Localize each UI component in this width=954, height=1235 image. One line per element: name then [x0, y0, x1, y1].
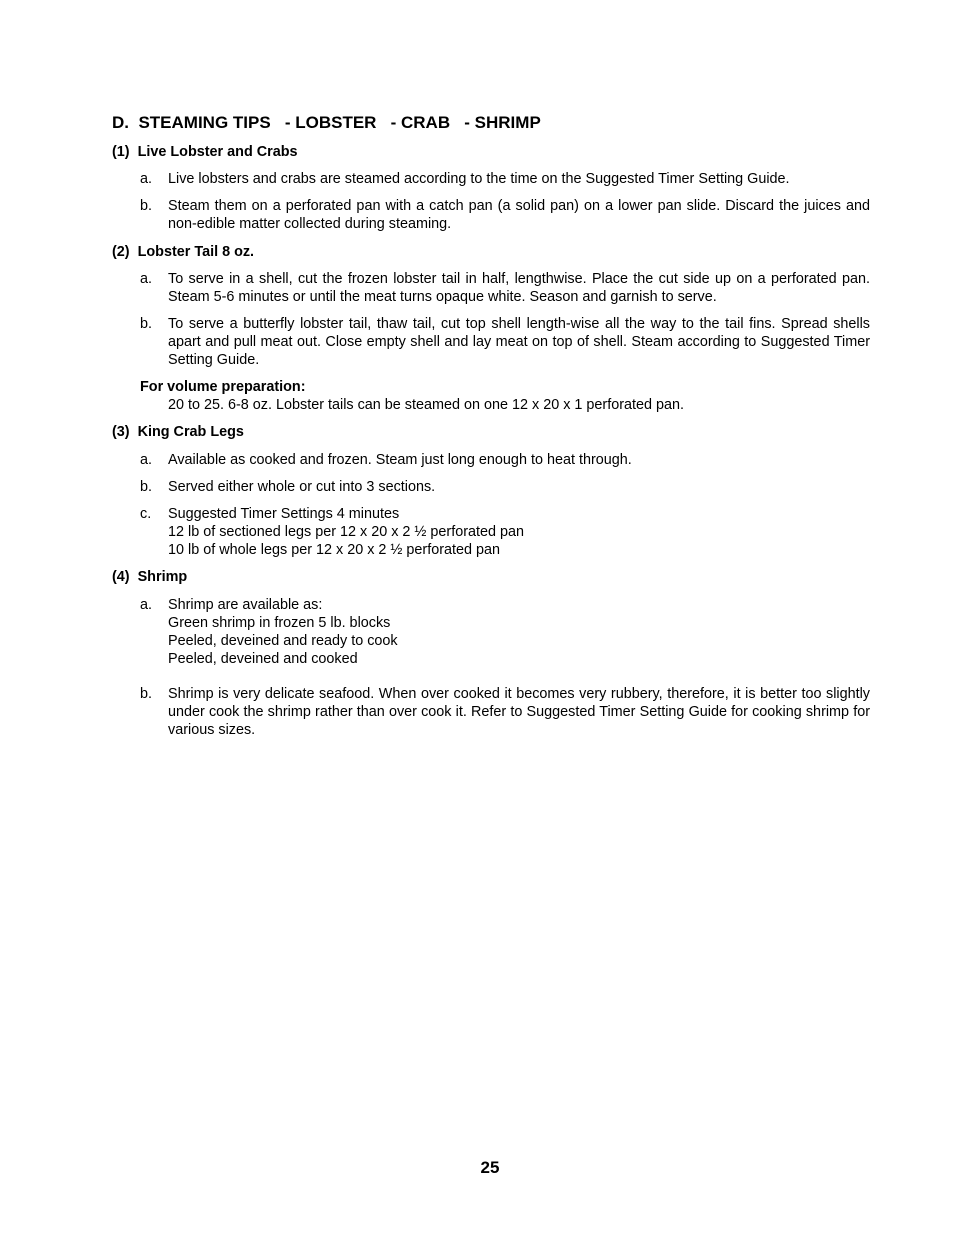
- item-line: Peeled, deveined and cooked: [168, 651, 358, 667]
- subsection-title-shrimp: (4) Shrimp: [112, 569, 188, 585]
- item-text: [168, 596, 870, 668]
- subsection-title-king-crab: (3) King Crab Legs: [112, 424, 244, 440]
- item-text: Shrimp is very delicate seafood. When over cooked it becomes very rubbery, therefore, it is better too slightly under cook the shrimp rather than over cook it. Refer to Suggested Timer Setting Guide for cooking shrimp for various sizes.: [168, 686, 870, 738]
- volume-preparation-text: 20 to 25. 6-8 oz. Lobster tails can be steamed on one 12 x 20 x 1 perforated pan.: [168, 397, 685, 413]
- item-letter: b.: [140, 198, 153, 214]
- item-letter: a.: [140, 271, 153, 287]
- list-item: [140, 197, 870, 233]
- page-number: 25: [480, 1158, 500, 1177]
- item-line: Peeled, deveined and ready to cook: [168, 633, 398, 649]
- item-letter: a.: [140, 171, 153, 187]
- section-heading: D. STEAMING TIPS - LOBSTER - CRAB - SHRIMP: [112, 113, 541, 132]
- item-letter: b.: [140, 316, 153, 332]
- list-item: [140, 270, 870, 306]
- item-text: Served either whole or cut into 3 sections.: [168, 479, 436, 495]
- subsection-title-lobster-tail: (2) Lobster Tail 8 oz.: [112, 244, 255, 260]
- list-item: [140, 596, 870, 668]
- item-text: Live lobsters and crabs are steamed according to the time on the Suggested Timer Setting Guide.: [168, 171, 790, 187]
- item-letter: b.: [140, 479, 153, 495]
- list-item: [140, 505, 870, 559]
- volume-preparation-label: For volume preparation:: [140, 379, 306, 395]
- list-item: [140, 170, 870, 188]
- item-line: 10 lb of whole legs per 12 x 20 x 2 ½ perforated pan: [168, 542, 501, 558]
- item-line: Suggested Timer Settings 4 minutes: [168, 506, 400, 522]
- item-text: [168, 505, 870, 559]
- item-text: To serve in a shell, cut the frozen lobster tail in half, lengthwise. Place the cut side up on a perforated pan. Steam 5-6 minutes or until the meat turns opaque white. Season and garnish to serve.: [168, 271, 870, 305]
- item-line: Shrimp are available as:: [168, 597, 323, 613]
- list-item: [140, 478, 870, 496]
- item-text: Available as cooked and frozen. Steam just long enough to heat through.: [168, 452, 632, 468]
- list-item: [140, 685, 870, 739]
- item-line: Green shrimp in frozen 5 lb. blocks: [168, 615, 391, 631]
- list-item: [140, 315, 870, 369]
- item-letter: b.: [140, 686, 153, 702]
- item-text: Steam them on a perforated pan with a catch pan (a solid pan) on a lower pan slide. Discard the juices and non-edible matter collected during steaming.: [168, 198, 870, 232]
- item-letter: a.: [140, 452, 153, 468]
- subsection-title-live-lobster: (1) Live Lobster and Crabs: [112, 144, 298, 160]
- item-letter: c.: [140, 506, 152, 522]
- item-line: 12 lb of sectioned legs per 12 x 20 x 2 ½ perforated pan: [168, 524, 525, 540]
- item-text: To serve a butterfly lobster tail, thaw tail, cut top shell length-wise all the way to the tail fins. Spread shells apart and pull meat out. Close empty shell and lay meat on top of shell. Steam according to Suggested Timer Setting Guide.: [168, 316, 870, 368]
- list-item: [140, 451, 870, 469]
- item-letter: a.: [140, 597, 153, 613]
